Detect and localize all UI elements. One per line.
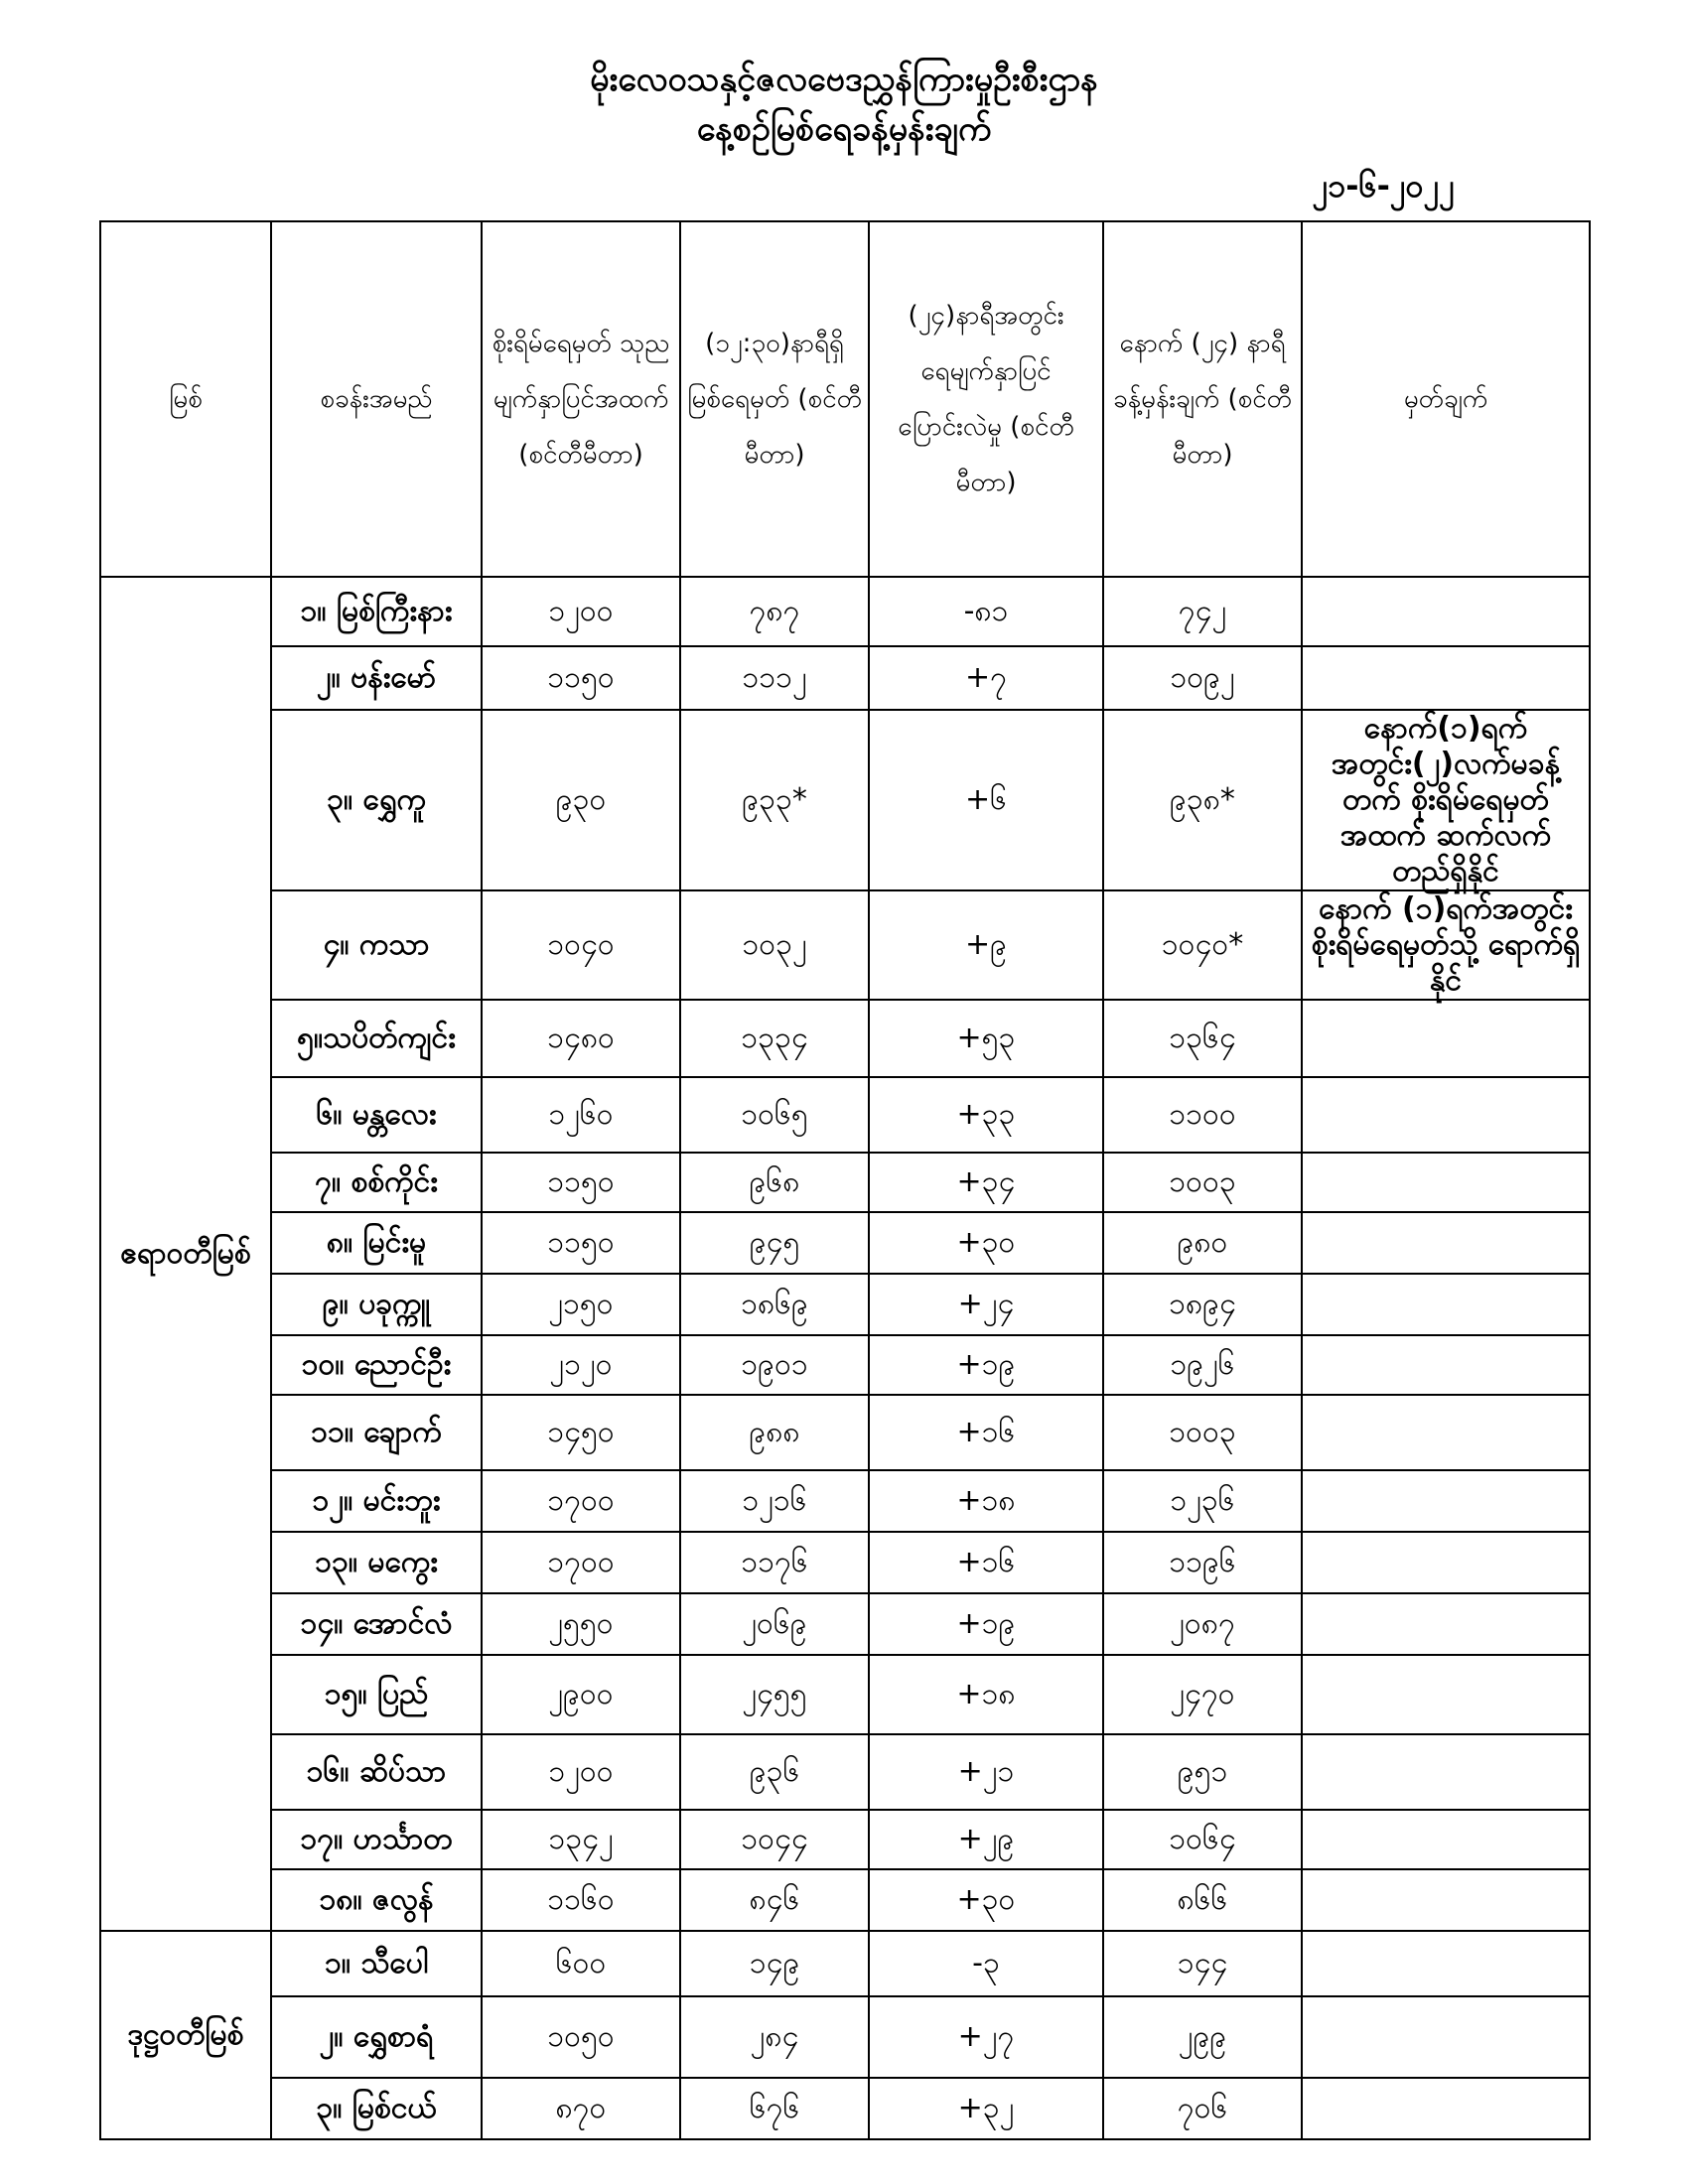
- level-change-cell: +၉: [869, 890, 1103, 1000]
- current-level-cell: ၁၃၃၄: [680, 1000, 869, 1077]
- column-header-remark: မှတ်ချက်: [1302, 221, 1590, 577]
- forecast-level-cell: ၁၀၆၄: [1103, 1810, 1302, 1869]
- report-date: ၂၁-၆-၂၀၂၂: [1312, 167, 1455, 205]
- forecast-level-cell: ၁၄၄: [1103, 1931, 1302, 1996]
- level-change-cell: +၁၉: [869, 1335, 1103, 1395]
- column-header-river: မြစ်: [100, 221, 271, 577]
- table-row: [100, 1335, 1590, 1395]
- current-level-cell: ၉၈၈: [680, 1395, 869, 1470]
- station-name-cell: ၂။ ရွှေစာရံ: [271, 1996, 482, 2078]
- current-level-cell: ၁၄၉: [680, 1931, 869, 1996]
- forecast-level-cell: ၉၃၈*: [1103, 710, 1302, 890]
- forecast-level-cell: ၁၁၉၆: [1103, 1532, 1302, 1593]
- table-row: [100, 1996, 1590, 2078]
- table-row: [100, 1655, 1590, 1734]
- table-row: [100, 710, 1590, 890]
- forecast-level-cell: ၂၉၉: [1103, 1996, 1302, 2078]
- table-row: [100, 1212, 1590, 1274]
- level-change-cell: +၁၈: [869, 1655, 1103, 1734]
- forecast-level-cell: ၂၀၈၇: [1103, 1593, 1302, 1655]
- level-change-cell: +၃၂: [869, 2078, 1103, 2139]
- current-level-cell: ၈၄၆: [680, 1869, 869, 1931]
- current-level-cell: ၇၈၇: [680, 577, 869, 646]
- current-level-cell: ၁၈၆၉: [680, 1274, 869, 1335]
- table-row: [100, 1869, 1590, 1931]
- forecast-level-cell: ၇၀၆: [1103, 2078, 1302, 2139]
- station-name-cell: ၃။ ရွှေကူ: [271, 710, 482, 890]
- table-row: [100, 1395, 1590, 1470]
- level-change-cell: +၁၈: [869, 1470, 1103, 1532]
- danger-level-cell: ၁၃၄၂: [482, 1810, 680, 1869]
- remark-cell: [1302, 2078, 1590, 2139]
- water-level-table: [99, 220, 1591, 2140]
- current-level-cell: ၉၃၆: [680, 1734, 869, 1810]
- danger-level-cell: ၂၅၅၀: [482, 1593, 680, 1655]
- current-level-cell: ၁၂၁၆: [680, 1470, 869, 1532]
- table-row: [100, 1734, 1590, 1810]
- table-header-row: [100, 221, 1590, 577]
- level-change-cell: +၃၃: [869, 1077, 1103, 1153]
- danger-level-cell: ၁၀၄၀: [482, 890, 680, 1000]
- table-row: [100, 646, 1590, 710]
- report-title: နေ့စဉ်မြစ်ရေခန့်မှန်းချက်: [696, 109, 992, 149]
- level-change-cell: +၂၉: [869, 1810, 1103, 1869]
- current-level-cell: ၁၀၆၅: [680, 1077, 869, 1153]
- remark-cell: [1302, 1000, 1590, 1077]
- current-level-cell: ၉၃၃*: [680, 710, 869, 890]
- danger-level-cell: ၁၄၈၀: [482, 1000, 680, 1077]
- level-change-cell: +၃၀: [869, 1212, 1103, 1274]
- level-change-cell: +၇: [869, 646, 1103, 710]
- danger-level-cell: ၁၂၀၀: [482, 577, 680, 646]
- forecast-level-cell: ၁၃၆၄: [1103, 1000, 1302, 1077]
- column-header-forecast: နောက် (၂၄) နာရီ ခန့်မှန်းချက် (စင်တီမီတာ): [1103, 221, 1302, 577]
- remark-cell: [1302, 1335, 1590, 1395]
- remark-cell: [1302, 1212, 1590, 1274]
- danger-level-cell: ၁၂၀၀: [482, 1734, 680, 1810]
- level-change-cell: +၂၄: [869, 1274, 1103, 1335]
- level-change-cell: +၁၉: [869, 1593, 1103, 1655]
- remark-cell: [1302, 1996, 1590, 2078]
- station-name-cell: ၁၅။ ပြည်: [271, 1655, 482, 1734]
- remark-cell: [1302, 1395, 1590, 1470]
- level-change-cell: +၁၆: [869, 1395, 1103, 1470]
- remark-cell: [1302, 1931, 1590, 1996]
- column-header-danger-level: စိုးရိမ်ရေမှတ် သုညမျက်နှာပြင်အထက် (စင်တီမီတာ): [482, 221, 680, 577]
- table-row: [100, 1931, 1590, 1996]
- current-level-cell: ၁၉၀၁: [680, 1335, 869, 1395]
- current-level-cell: ၁၁၇၆: [680, 1532, 869, 1593]
- station-name-cell: ၂။ ဗန်းမော်: [271, 646, 482, 710]
- current-level-cell: ၂၄၅၅: [680, 1655, 869, 1734]
- station-name-cell: ၁၄။ အောင်လံ: [271, 1593, 482, 1655]
- level-change-cell: +၂၇: [869, 1996, 1103, 2078]
- remark-cell: နောက်(၁)ရက်အတွင်း(၂)လက်မခန့် တက် စိုးရိမ်ရေမှတ်အထက် ဆက်လက် တည်ရှိနိုင်: [1302, 710, 1590, 890]
- forecast-level-cell: ၉၈၀: [1103, 1212, 1302, 1274]
- forecast-level-cell: ၁၈၉၄: [1103, 1274, 1302, 1335]
- column-header-station: စခန်းအမည်: [271, 221, 482, 577]
- danger-level-cell: ၂၁၅၀: [482, 1274, 680, 1335]
- danger-level-cell: ၁၀၅၀: [482, 1996, 680, 2078]
- river-name-cell: ဒုဋ္ဌဝတီမြစ်: [100, 1931, 271, 2139]
- station-name-cell: ၃။ မြစ်ငယ်: [271, 2078, 482, 2139]
- forecast-level-cell: ၁၀၉၂: [1103, 646, 1302, 710]
- current-level-cell: ၂၀၆၉: [680, 1593, 869, 1655]
- remark-cell: [1302, 1470, 1590, 1532]
- river-name-cell: ဧရာဝတီမြစ်: [100, 577, 271, 1931]
- danger-level-cell: ၂၁၂၀: [482, 1335, 680, 1395]
- forecast-level-cell: ၂၄၇၀: [1103, 1655, 1302, 1734]
- table-row: [100, 1810, 1590, 1869]
- station-name-cell: ၇။ စစ်ကိုင်း: [271, 1153, 482, 1212]
- remark-cell: [1302, 1077, 1590, 1153]
- table-row: [100, 1593, 1590, 1655]
- danger-level-cell: ၁၂၆၀: [482, 1077, 680, 1153]
- station-name-cell: ၁၈။ ဇလွန်: [271, 1869, 482, 1931]
- department-title: မိုးလေဝသနှင့်ဇလဗေဒညွှန်ကြားမှုဦးစီးဌာန: [590, 60, 1098, 99]
- forecast-level-cell: ၈၆၆: [1103, 1869, 1302, 1931]
- remark-cell: [1302, 577, 1590, 646]
- table-row: [100, 890, 1590, 1000]
- document-header: [0, 55, 1688, 154]
- danger-level-cell: ၆၀၀: [482, 1931, 680, 1996]
- remark-cell: [1302, 1869, 1590, 1931]
- level-change-cell: +၃၄: [869, 1153, 1103, 1212]
- table-row: [100, 2078, 1590, 2139]
- forecast-level-cell: ၁၀၀၃: [1103, 1153, 1302, 1212]
- level-change-cell: +၁၆: [869, 1532, 1103, 1593]
- current-level-cell: ၁၀၃၂: [680, 890, 869, 1000]
- level-change-cell: +၂၁: [869, 1734, 1103, 1810]
- station-name-cell: ၅။သပိတ်ကျင်း: [271, 1000, 482, 1077]
- danger-level-cell: ၁၇၀၀: [482, 1470, 680, 1532]
- forecast-level-cell: ၉၅၁: [1103, 1734, 1302, 1810]
- table-row: [100, 1077, 1590, 1153]
- current-level-cell: ၁၀၄၄: [680, 1810, 869, 1869]
- station-name-cell: ၁။ မြစ်ကြီးနား: [271, 577, 482, 646]
- current-level-cell: ၆၇၆: [680, 2078, 869, 2139]
- station-name-cell: ၁။ သီပေါ: [271, 1931, 482, 1996]
- table-row: [100, 1274, 1590, 1335]
- table-row: [100, 1000, 1590, 1077]
- remark-cell: [1302, 1734, 1590, 1810]
- station-name-cell: ၈။ မြင်းမူ: [271, 1212, 482, 1274]
- current-level-cell: ၂၈၄: [680, 1996, 869, 2078]
- table-row: [100, 1470, 1590, 1532]
- remark-cell: [1302, 1532, 1590, 1593]
- level-change-cell: -၈၁: [869, 577, 1103, 646]
- remark-cell: [1302, 1153, 1590, 1212]
- table-row: [100, 1153, 1590, 1212]
- forecast-level-cell: ၁၀၀၃: [1103, 1395, 1302, 1470]
- station-name-cell: ၁၂။ မင်းဘူး: [271, 1470, 482, 1532]
- danger-level-cell: ၁၁၅၀: [482, 1212, 680, 1274]
- danger-level-cell: ၁၇၀၀: [482, 1532, 680, 1593]
- remark-cell: [1302, 1810, 1590, 1869]
- level-change-cell: +၅၃: [869, 1000, 1103, 1077]
- station-name-cell: ၁၆။ ဆိပ်သာ: [271, 1734, 482, 1810]
- remark-cell: [1302, 1593, 1590, 1655]
- danger-level-cell: ၁၁၅၀: [482, 646, 680, 710]
- danger-level-cell: ၁၄၅၀: [482, 1395, 680, 1470]
- station-name-cell: ၁၇။ ဟင်္သာတ: [271, 1810, 482, 1869]
- station-name-cell: ၆။ မန္တလေး: [271, 1077, 482, 1153]
- level-change-cell: -၃: [869, 1931, 1103, 1996]
- current-level-cell: ၉၆၈: [680, 1153, 869, 1212]
- danger-level-cell: ၁၁၆၀: [482, 1869, 680, 1931]
- table-row: [100, 577, 1590, 646]
- forecast-level-cell: ၁၉၂၆: [1103, 1335, 1302, 1395]
- station-name-cell: ၉။ ပခုက္ကူ: [271, 1274, 482, 1335]
- remark-cell: [1302, 1274, 1590, 1335]
- level-change-cell: +၆: [869, 710, 1103, 890]
- level-change-cell: +၃၀: [869, 1869, 1103, 1931]
- station-name-cell: ၁၃။ မကွေး: [271, 1532, 482, 1593]
- table-body: [100, 577, 1590, 2139]
- remark-cell: [1302, 1655, 1590, 1734]
- table-row: [100, 1532, 1590, 1593]
- remark-cell: [1302, 646, 1590, 710]
- station-name-cell: ၁၁။ ချောက်: [271, 1395, 482, 1470]
- remark-cell: နောက် (၁)ရက်အတွင်း စိုးရိမ်ရေမှတ်သို့ ရောက်ရှိနိုင်: [1302, 890, 1590, 1000]
- forecast-level-cell: ၁၁၀၀: [1103, 1077, 1302, 1153]
- forecast-level-cell: ၁၀၄၀*: [1103, 890, 1302, 1000]
- station-name-cell: ၁၀။ ညောင်ဦး: [271, 1335, 482, 1395]
- column-header-change: (၂၄)နာရီအတွင်း ရေမျက်နှာပြင် ပြောင်းလဲမှု (စင်တီမီတာ): [869, 221, 1103, 577]
- forecast-level-cell: ၁၂၃၆: [1103, 1470, 1302, 1532]
- danger-level-cell: ၁၁၅၀: [482, 1153, 680, 1212]
- column-header-current-level: (၁၂:၃၀)နာရီရှိ မြစ်ရေမှတ် (စင်တီမီတာ): [680, 221, 869, 577]
- current-level-cell: ၁၁၁၂: [680, 646, 869, 710]
- danger-level-cell: ၈၇၀: [482, 2078, 680, 2139]
- forecast-level-cell: ၇၄၂: [1103, 577, 1302, 646]
- danger-level-cell: ၂၉၀၀: [482, 1655, 680, 1734]
- danger-level-cell: ၉၃၀: [482, 710, 680, 890]
- station-name-cell: ၄။ ကသာ: [271, 890, 482, 1000]
- current-level-cell: ၉၄၅: [680, 1212, 869, 1274]
